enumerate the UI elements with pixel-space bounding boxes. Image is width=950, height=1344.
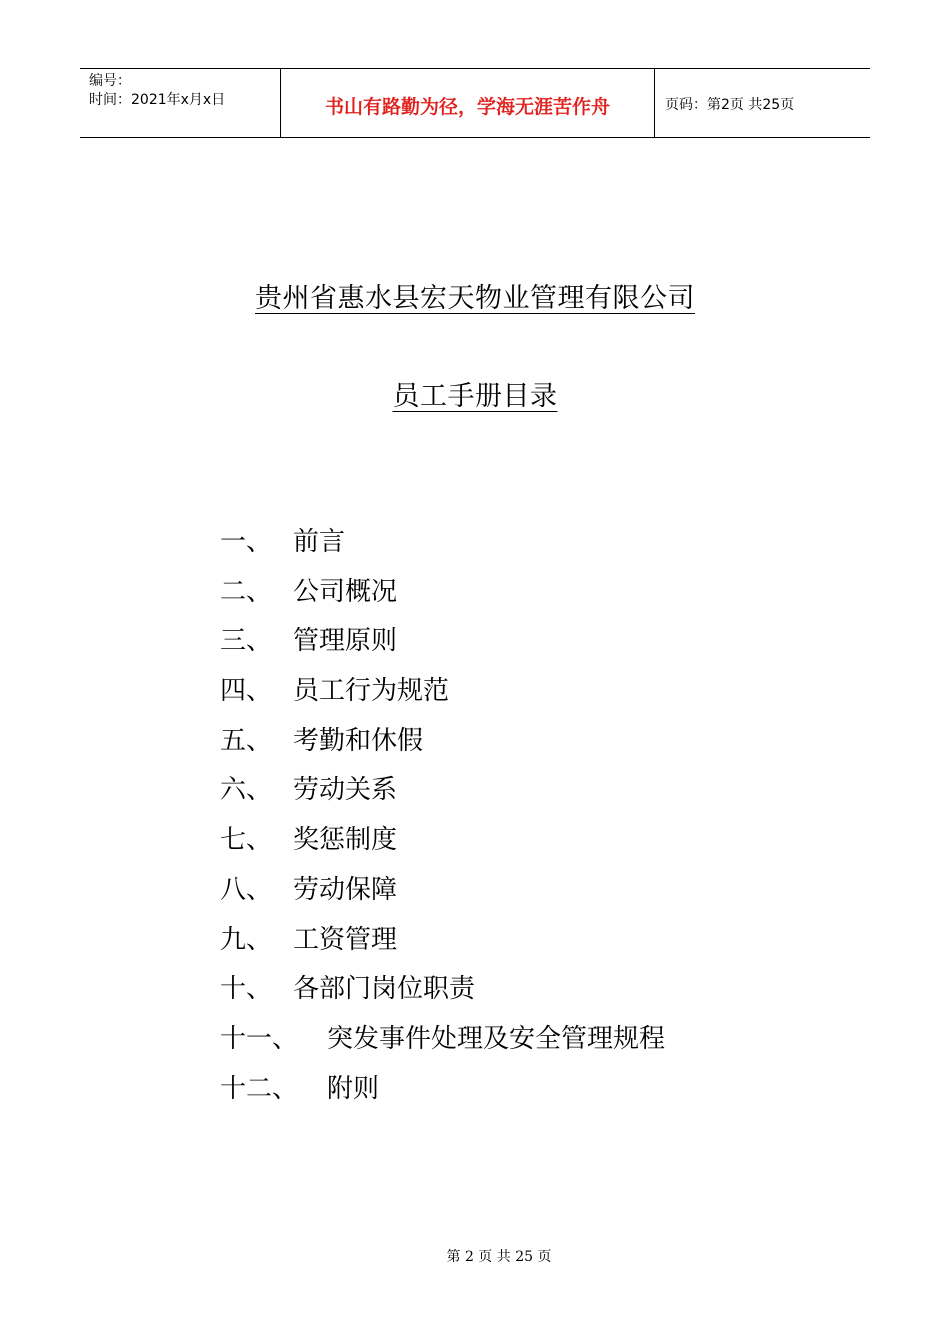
header-motto: 书山有路勤为径，学海无涯苦作舟 (281, 69, 655, 137)
toc-item (220, 820, 665, 870)
toc-item (220, 671, 665, 721)
toc-item (220, 1019, 665, 1069)
toc-item (220, 721, 665, 771)
toc-item-number: 六、 (220, 775, 273, 806)
header-date-label: 时间：2021年x月x日 (89, 92, 226, 108)
toc-item-label: 劳动关系 (293, 775, 398, 806)
toc-item-number: 十一、 (220, 1023, 299, 1054)
page-header (80, 68, 870, 138)
toc-item-label: 前言 (293, 527, 346, 557)
toc-item-label: 公司概况 (293, 576, 398, 607)
toc-item-number: 一、 (220, 527, 273, 557)
company-title-text: 贵州省惠水县宏天物业管理有限公司 (255, 283, 695, 314)
toc-item (220, 920, 665, 970)
toc-item-number: 八、 (220, 874, 273, 905)
header-number-label: 编号： (89, 73, 131, 89)
header-meta (80, 69, 281, 137)
toc-item-number: 五、 (220, 725, 273, 756)
toc-item (220, 969, 665, 1019)
toc-item (220, 522, 665, 572)
toc-item (220, 770, 665, 820)
toc-item-number: 四、 (220, 676, 273, 707)
toc-item-number: 三、 (220, 626, 273, 657)
toc-item-label: 员工行为规范 (293, 676, 450, 707)
toc-item (220, 1069, 665, 1119)
toc-item-number: 二、 (220, 576, 273, 607)
company-title (0, 276, 950, 315)
table-of-contents (220, 522, 665, 1118)
toc-item (220, 621, 665, 671)
toc-item-number: 七、 (220, 825, 273, 856)
toc-item (220, 572, 665, 622)
toc-item-label: 各部门岗位职责 (293, 974, 476, 1005)
toc-item-number: 十、 (220, 974, 273, 1005)
toc-item-label: 附则 (327, 1073, 380, 1104)
toc-item (220, 870, 665, 920)
toc-item-label: 奖惩制度 (293, 825, 398, 856)
toc-item-number: 十二、 (220, 1073, 299, 1104)
toc-item-number: 九、 (220, 924, 273, 955)
header-page-info: 页码：第2页 共25页 (665, 97, 795, 113)
toc-item-label: 管理原则 (293, 626, 398, 657)
page-footer: 第 2 页 共 25 页 (446, 1249, 552, 1265)
toc-item-label: 劳动保障 (293, 874, 398, 905)
toc-item-label: 考勤和休假 (293, 725, 424, 756)
toc-item-label: 突发事件处理及安全管理规程 (327, 1023, 666, 1054)
toc-item-label: 工资管理 (293, 924, 398, 955)
document-title (0, 374, 950, 413)
document-title-text: 员工手册目录 (392, 381, 558, 412)
